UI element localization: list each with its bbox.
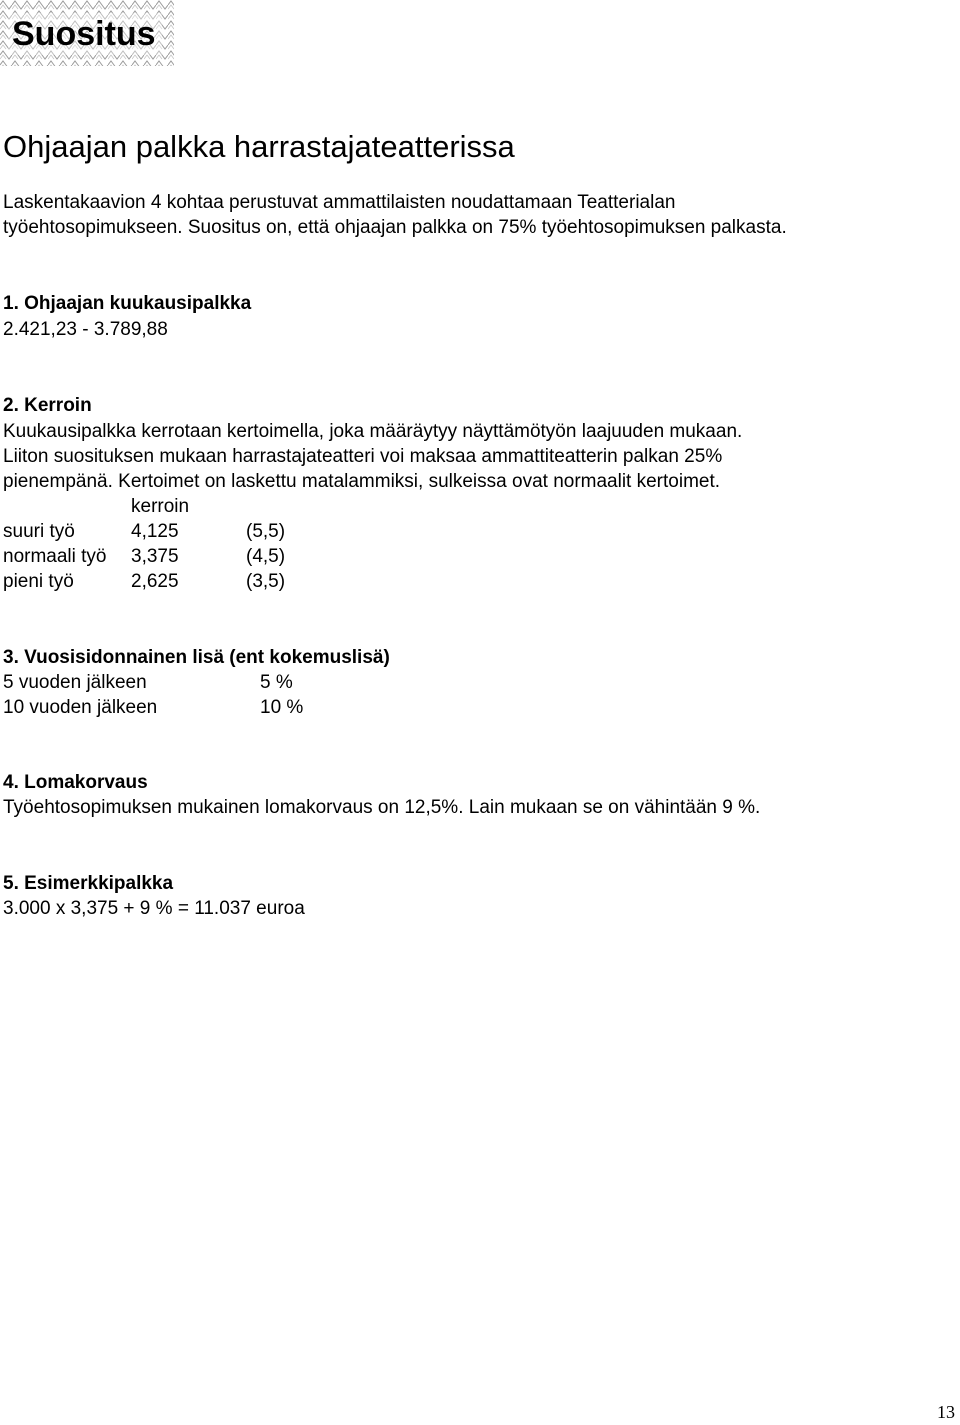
coefficient-table-header: kerroin xyxy=(131,496,190,517)
banner-title: Suositus xyxy=(12,15,156,53)
section-2-line-1: Kuukausipalkka kerrotaan kertoimella, joka määräytyy näyttämötyön laajuuden mukaan. xyxy=(3,421,743,442)
section-banner xyxy=(0,0,174,66)
table-row-value: 3,375 xyxy=(131,546,179,567)
table-row-value: 4,125 xyxy=(131,521,179,542)
section-1-text: 2.421,23 - 3.789,88 xyxy=(3,319,168,340)
section-2-title: 2. Kerroin xyxy=(3,395,92,416)
list-item-label: 5 vuoden jälkeen xyxy=(3,672,147,693)
table-row-normal: (3,5) xyxy=(246,571,286,592)
section-4-title: 4. Lomakorvaus xyxy=(3,772,148,793)
page-title: Ohjaajan palkka harrastajateatterissa xyxy=(3,129,515,164)
section-5-text: 3.000 x 3,375 + 9 % = 11.037 euroa xyxy=(3,898,305,919)
section-2-line-2: Liiton suosituksen mukaan harrastajateatteri voi maksaa ammattiteatterin palkan 25% xyxy=(3,446,723,467)
page-number: 13 xyxy=(937,1402,955,1422)
table-row-label: normaali työ xyxy=(3,546,107,567)
section-2-line-3: pienempänä. Kertoimet on laskettu matalammiksi, sulkeissa ovat normaalit kertoimet. xyxy=(3,471,721,492)
intro-line-2: työehtosopimukseen. Suositus on, että ohjaajan palkka on 75% työehtosopimuksen palkasta. xyxy=(3,217,787,238)
list-item-label: 10 vuoden jälkeen xyxy=(3,697,158,718)
table-row-normal: (5,5) xyxy=(246,521,286,542)
table-row-label: suuri työ xyxy=(3,521,75,542)
list-item-value: 10 % xyxy=(260,697,304,718)
table-row-label: pieni työ xyxy=(3,571,74,592)
section-4-text: Työehtosopimuksen mukainen lomakorvaus on 12,5%. Lain mukaan se on vähintään 9 %. xyxy=(3,797,761,818)
intro-line-1: Laskentakaavion 4 kohtaa perustuvat ammattilaisten noudattamaan Teatterialan xyxy=(3,192,676,213)
table-row-normal: (4,5) xyxy=(246,546,286,567)
table-row-value: 2,625 xyxy=(131,571,179,592)
section-3-title: 3. Vuosisidonnainen lisä (ent kokemuslisä) xyxy=(3,647,390,668)
section-1-title: 1. Ohjaajan kuukausipalkka xyxy=(3,293,252,314)
section-5-title: 5. Esimerkkipalkka xyxy=(3,873,174,894)
list-item-value: 5 % xyxy=(260,672,293,693)
